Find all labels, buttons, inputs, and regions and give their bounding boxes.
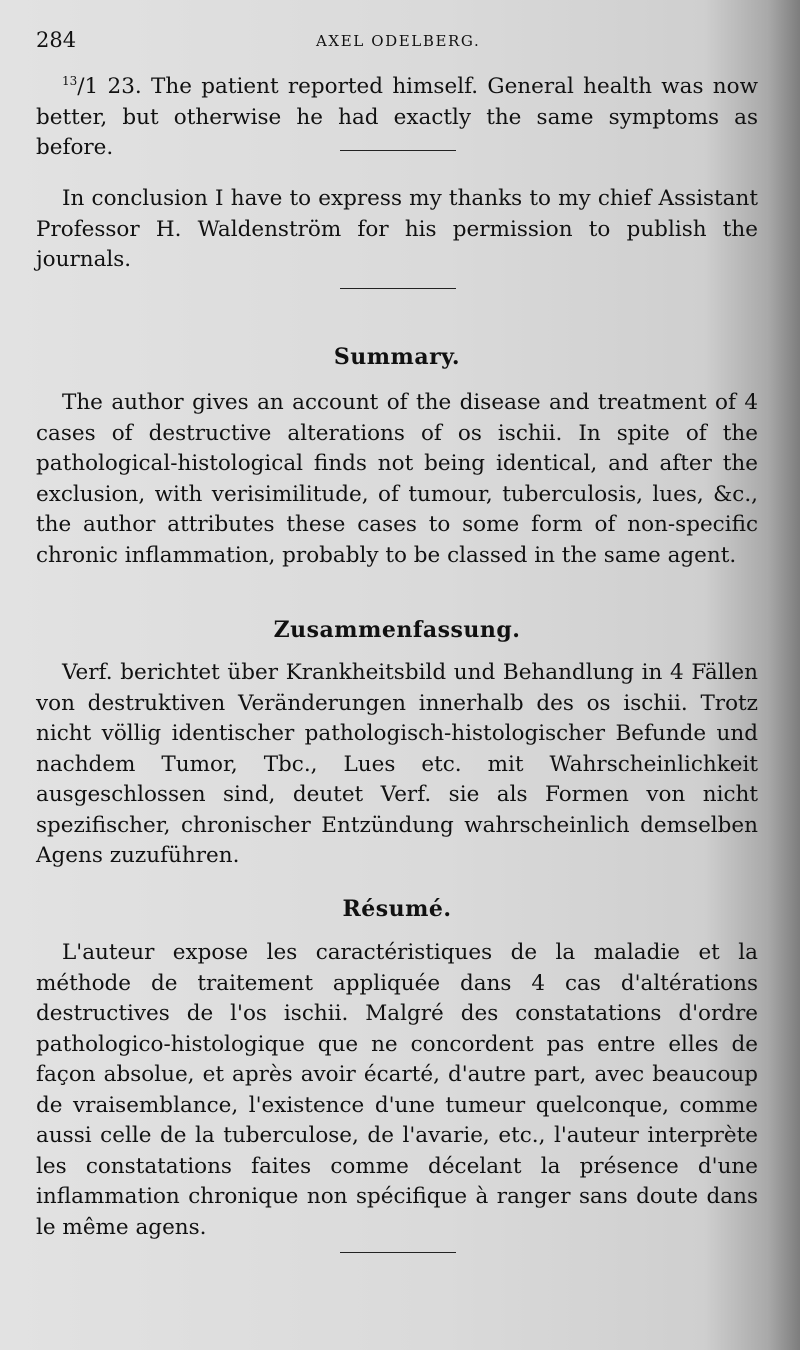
resume-paragraph: L'auteur expose les caractéristiques de la maladie et la méthode de traitement appliquée dans 4 cas d'altérations destructives de l'os ischii. Malgré des constatations d'ordre pathologico-histologique que ne concordent pas entre elles de façon absolue, et après avoir écarté, d'autre part, avec beaucoup de vraisemblance, l'existence d'une tumeur quelconque, comme aussi celle de la tuberculose, de l'avarie, etc., l'auteur interprète les constatations faites comme décelant la présence d'une inflammation chronique non spécifique à ranger sans doute dans le même agens. xyxy=(36,940,758,1240)
zusammenfassung-paragraph: Verf. berichtet über Krankheitsbild und Behandlung in 4 Fällen von destruktiven Veränderungen innerhalb des os ischii. Trotz nicht völlig identischer pathologisch-histologischer Befunde und nachdem Tumor, Tbc., Lues etc. mit Wahrscheinlichkeit ausgeschlossen sind, deutet Verf. sie als Formen von nicht spezifischer, chronischer Entzündung wahrscheinlich demselben Agens zuzuführen. xyxy=(36,660,758,868)
summary-heading: Summary. xyxy=(333,344,461,370)
summary-paragraph: The author gives an account of the disease and treatment of 4 cases of destructive alterations of os ischii. In spite of the pathological-histological finds not being identical, and after the exclusion, with verisimilitude, of tumour, tuberculosis, lues, &c., the author attributes these cases to some form of non-specific chronic inflammation, probably to be classed in the same agent. xyxy=(36,390,758,568)
section-divider xyxy=(340,150,456,151)
page-header xyxy=(36,28,758,58)
case-note-text: The patient reported himself. General health was now better, but otherwise he had exactly the same symptoms as before. xyxy=(36,74,758,160)
page-number: 284 xyxy=(36,28,77,52)
section-divider xyxy=(340,288,456,289)
section-divider xyxy=(340,1252,456,1253)
resume-heading: Résumé. xyxy=(342,896,452,922)
case-note-date: /1 23. xyxy=(77,74,142,99)
running-head: AXEL ODELBERG. xyxy=(316,32,481,50)
conclusion-paragraph: In conclusion I have to express my thanks to my chief Assistant Professor H. Waldenström for his permission to publish the journals. xyxy=(36,186,758,272)
case-note-date-superscript: 13 xyxy=(62,73,78,88)
zusammenfassung-heading: Zusammenfassung. xyxy=(273,617,521,643)
